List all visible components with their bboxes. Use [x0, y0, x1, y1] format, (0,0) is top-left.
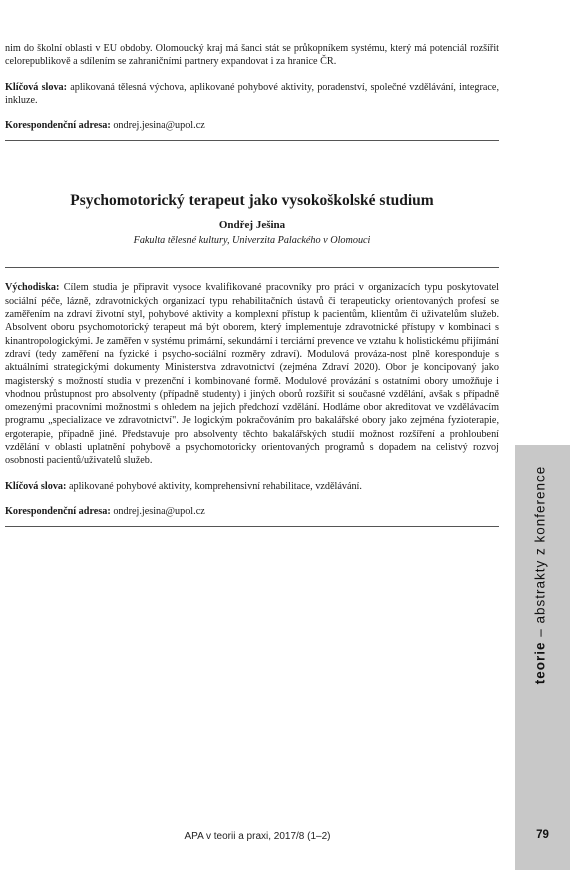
article-correspondence [5, 505, 499, 518]
footer-divider [5, 526, 499, 527]
previous-keywords [5, 81, 499, 108]
subsection-name: abstrakty z konference [532, 465, 548, 624]
journal-footer: APA v teorii a praxi, 2017/8 (1–2) [184, 831, 331, 842]
previous-correspondence [5, 119, 499, 132]
previous-abstract-tail: nim do školní oblasti v EU obdoby. Olomoucký kraj má šanci stát se průkopníkem systému, který má potenciál rozšířit celorepublikově a sdílením se zahraničními partnery expandovat i za hranice ČR. [5, 43, 499, 68]
section-name: teorie [532, 641, 548, 685]
correspondence-email: ondrej.jesina@upol.cz [110, 505, 205, 517]
keywords-label: Klíčová slova: [5, 480, 67, 492]
page-number: 79 [536, 829, 549, 841]
article-keywords [5, 480, 499, 493]
article-author: Ondřej Ješina [218, 219, 286, 232]
header-divider [5, 267, 499, 268]
correspondence-email: ondrej.jesina@upol.cz [110, 120, 205, 132]
section-divider [5, 140, 499, 141]
page-content [5, 42, 499, 527]
abstract-text: Cílem studia je připravit vysoce kvalifikované pracovníky pro práci v organizacích typu poskytovatel sociální péče, lázně, zdravotnických organizací typu rehabilitačních ústavů či terapeuticky orientovaných profesí se zaměřením na zdraví životní styl, pohybové aktivity a komplexní přístup k pacientům, klientům či uživatelům služeb. Absolvent oboru psychomotorický terapeut má být oborem, který implementuje zdravotnické přístupy v kombinaci s kinantropologickými. Je zaměřen v systému primární, sekundární i terciární prevence ve vztahu k holistickému přijímání zdraví (tedy zaměření na fyzické i psycho-sociální rozměry zdraví). Modulová prováza-nost plně koresponduje s aktuálními strategickými dokumenty Ministerstva zdravotnictví (zejména Zdraví 2020). Obor je koncipovaný jako magisterský s možností studia v prezenční i kombinované formě. Modulové provázání s ostatními obory umožňuje i vhodnou průstupnost pro absolventy (případně studenty) i jiných oborů rozšířit si současné vzdělání, avšak s případně omezenými pracovními možnostmi s ohledem na jejich předchozí vzdělání. Hodláme obor akreditovat ve vzdělávacím programu „specializace ve zdravotnictví". Je logickým pokračováním pro bakalářské obory jako zejména fyzioterapie, ergoterapie, případně jiné. Představuje pro absolventy těchto bakalářských studií možnost rozšíření a prohloubení vzdělání v oblasti uplatnění pohybově a psychomotoricky orientovaných programů s dopadem na celistvý rozvoj osobnosti pacientů/uživatelů služeb. [5, 282, 499, 467]
article-abstract [5, 281, 499, 467]
article-affiliation: Fakulta tělesné kultury, Univerzita Palackého v Olomouci [133, 235, 371, 247]
correspondence-label: Korespondenční adresa: [5, 505, 111, 517]
keywords-text: aplikované pohybové aktivity, komprehensivní rehabilitace, vzdělávání. [66, 480, 362, 492]
section-dash: – [532, 623, 548, 642]
keywords-text: aplikovaná tělesná výchova, aplikované pohybové aktivity, poradenství, společné vzdělávání, integrace, inkluze. [5, 81, 500, 106]
article-title: Psychomotorický terapeut jako vysokoškolské studium [70, 192, 434, 210]
abstract-label: Východiska: [5, 282, 60, 294]
keywords-label: Klíčová slova: [5, 81, 68, 93]
correspondence-label: Korespondenční adresa: [5, 120, 111, 132]
section-tab-label [533, 466, 548, 685]
